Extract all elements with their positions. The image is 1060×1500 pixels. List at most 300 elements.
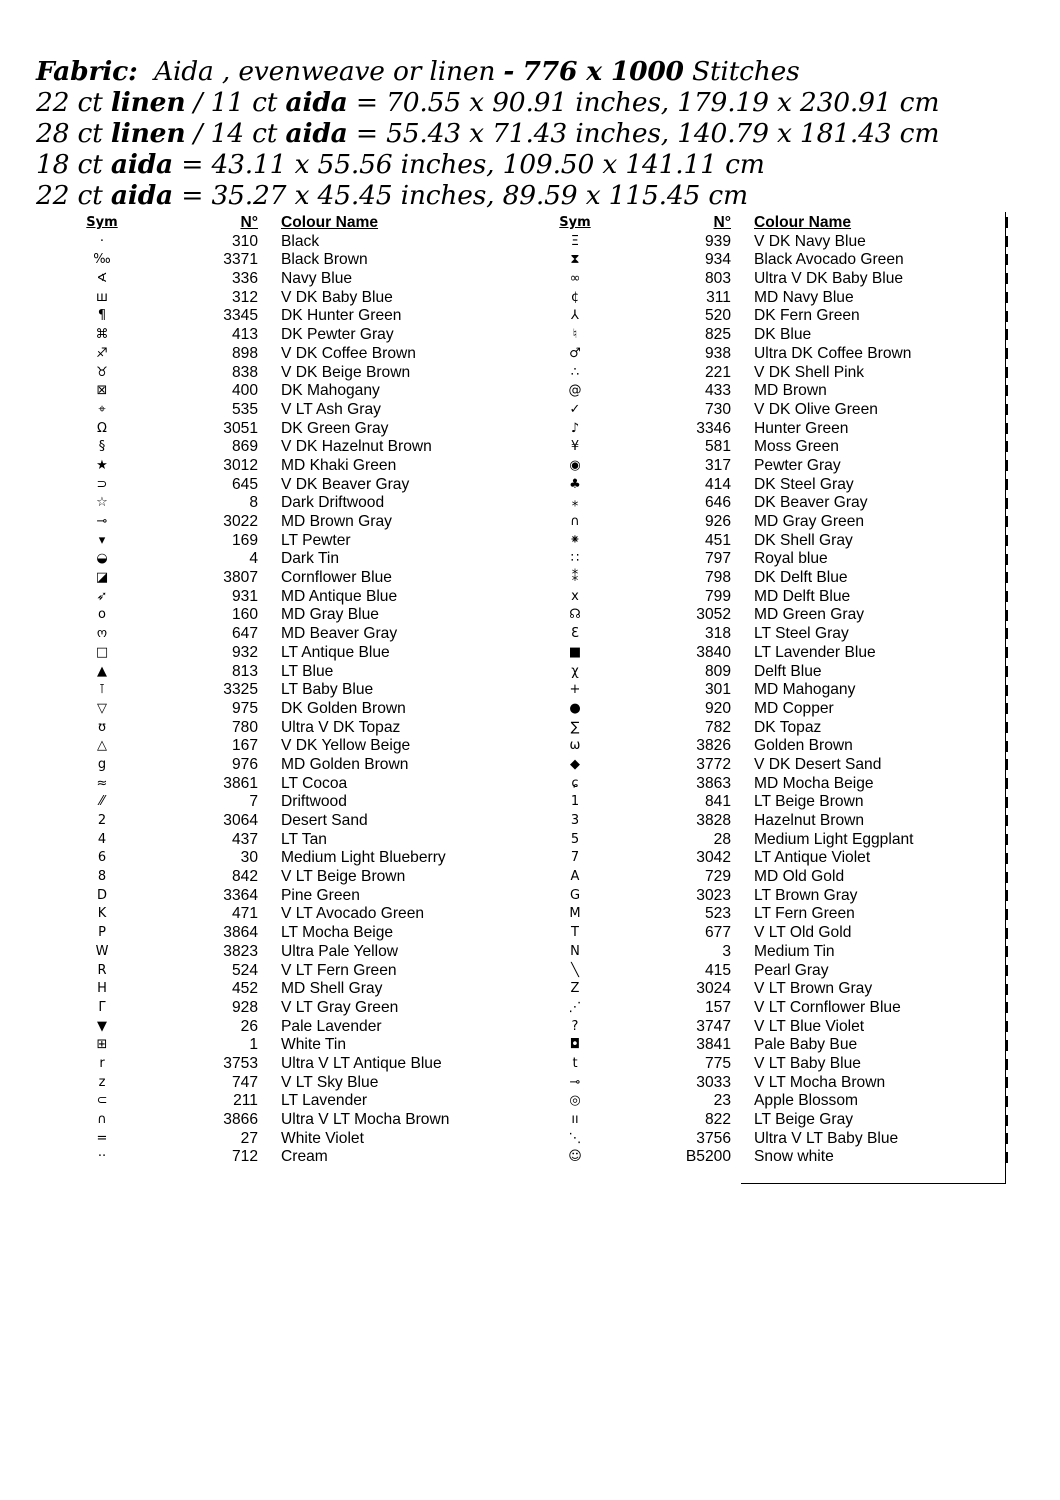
table-row [70, 663, 540, 682]
table-row [543, 849, 1013, 868]
colour-name-cell: LT Antique Blue [281, 643, 390, 661]
symbol-cell: ♐ [96, 345, 108, 361]
dmc-number-cell: 3033 [696, 1073, 731, 1091]
dmc-number-cell: 30 [240, 849, 258, 867]
colour-name-cell: DK Golden Brown [281, 699, 406, 717]
size-line [36, 118, 1036, 149]
table-row [543, 1130, 1013, 1149]
table-row [70, 943, 540, 962]
table-row [543, 681, 1013, 700]
table-row [70, 307, 540, 326]
symbol-cell: ¶ [97, 308, 107, 324]
dmc-number-cell: 433 [704, 382, 731, 400]
table-row [543, 550, 1013, 569]
symbol-cell: ¥ [570, 439, 580, 455]
border-tick [1006, 815, 1008, 826]
colour-name-cell: V DK Beige Brown [281, 363, 411, 381]
symbol-cell: ⁕ [569, 532, 581, 548]
colour-name-cell: V DK Hazelnut Brown [281, 438, 432, 456]
symbol-cell: △ [97, 738, 107, 754]
table-row [70, 588, 540, 607]
size-slash: / [193, 87, 203, 118]
size-line [36, 180, 1036, 211]
table-row [70, 849, 540, 868]
table-row [543, 606, 1013, 625]
symbol-cell: x [571, 588, 579, 604]
colour-name-cell: Dark Driftwood [281, 494, 385, 512]
colour-name-cell: MD Gray Green [754, 513, 865, 530]
table-row [543, 980, 1013, 999]
symbol-cell: ▽ [97, 700, 107, 716]
symbol-cell: ∢ [96, 271, 108, 287]
table-row [543, 719, 1013, 738]
dmc-number-cell: 520 [704, 307, 731, 325]
table-row [70, 270, 540, 289]
colour-name-cell: Medium Light Eggplant [754, 830, 914, 848]
symbol-cell: ∞ [569, 271, 581, 287]
symbol-cell: P [98, 925, 106, 941]
dmc-number-cell: 3364 [223, 886, 258, 904]
table-row [543, 1111, 1013, 1130]
border-tick [1006, 946, 1008, 957]
table-row [543, 905, 1013, 924]
border-tick [1006, 928, 1008, 939]
table-row [70, 420, 540, 439]
colour-name-cell: DK Hunter Green [281, 307, 402, 325]
table-row [70, 737, 540, 756]
table-row [543, 513, 1013, 532]
border-tick [1006, 591, 1008, 602]
symbol-cell: ✓ [569, 401, 581, 417]
dmc-number-cell: 747 [231, 1073, 258, 1091]
symbol-cell: ● [569, 700, 581, 716]
border-tick [1006, 890, 1008, 901]
colour-name-cell: V LT Blue Violet [754, 1017, 865, 1035]
table-row [543, 812, 1013, 831]
table-row [70, 438, 540, 457]
table-row [70, 868, 540, 887]
symbol-cell: 7 [570, 850, 580, 866]
dmc-number-cell: B5200 [685, 1148, 731, 1166]
colour-name-cell: DK Delft Blue [754, 569, 848, 587]
colour-name-cell: Dark Tin [281, 550, 340, 568]
dmc-number-cell: 647 [231, 625, 258, 643]
dmc-number-cell: 3022 [223, 513, 258, 530]
symbol-cell: K [97, 906, 107, 922]
colour-name-cell: DK Beaver Gray [754, 494, 868, 512]
dmc-number-cell: 3052 [696, 606, 731, 624]
dmc-number-cell: 317 [704, 456, 731, 474]
symbol-cell: ? [571, 1018, 579, 1034]
symbol-cell: ➶ [96, 588, 108, 604]
symbol-cell: ⋰ [568, 999, 582, 1015]
dmc-number-cell: 211 [233, 1092, 258, 1110]
table-row [70, 681, 540, 700]
size-count: 28 ct [36, 118, 103, 149]
colour-name-cell: LT Antique Violet [754, 849, 871, 867]
colour-name-cell: MD Navy Blue [754, 288, 854, 306]
border-tick [1006, 273, 1008, 284]
symbol-cell: ◒ [96, 551, 108, 567]
border-tick [1006, 385, 1008, 396]
border-tick [1006, 1021, 1008, 1032]
symbol-cell: ▼ [97, 1018, 107, 1034]
symbol-cell: ∑ [570, 719, 580, 735]
dmc-number-cell: 934 [704, 251, 731, 269]
dmc-number-cell: 3840 [696, 643, 731, 661]
colour-name-cell: V DK Desert Sand [754, 755, 882, 773]
symbol-cell: H [97, 981, 107, 997]
colour-name-cell: MD Shell Gray [281, 980, 383, 998]
table-row [543, 793, 1013, 812]
symbol-cell: D [96, 887, 107, 903]
border-tick [1006, 797, 1008, 808]
table-row [70, 700, 540, 719]
table-row [70, 550, 540, 569]
symbol-cell: ♂ [569, 345, 581, 361]
dmc-number-cell: 841 [704, 793, 731, 811]
table-header [543, 214, 1013, 233]
fabric-line [36, 56, 1036, 87]
colour-name-cell: V DK Baby Blue [281, 288, 393, 306]
colour-name-cell: DK Green Gray [281, 419, 389, 437]
symbol-cell: o [98, 607, 106, 623]
border-tick [1006, 311, 1008, 322]
symbol-cell: G [569, 887, 581, 903]
border-tick [1006, 759, 1008, 770]
size-fabric: aida [110, 149, 174, 180]
size-fabric: linen [110, 118, 186, 149]
dmc-number-cell: 3346 [696, 419, 731, 437]
table-row [543, 494, 1013, 513]
size-line [36, 149, 1036, 180]
border-tick [1006, 610, 1008, 621]
dmc-number-cell: 3747 [696, 1017, 731, 1035]
colour-name-cell: Driftwood [281, 793, 347, 811]
dmc-number-cell: 167 [231, 737, 258, 755]
symbol-cell: ⁎ [571, 495, 579, 511]
dmc-number-cell: 7 [249, 793, 258, 811]
border-tick [1006, 441, 1008, 452]
border-tick [1006, 1115, 1008, 1126]
symbol-cell: ◉ [569, 457, 581, 473]
table-row [70, 251, 540, 270]
symbol-cell: t [572, 1055, 578, 1071]
symbol-cell: = [96, 1130, 108, 1146]
dmc-number-cell: 932 [231, 643, 258, 661]
colour-name-cell: Ultra V LT Antique Blue [281, 1054, 442, 1072]
dmc-number-cell: 169 [231, 531, 258, 549]
dmc-number-cell: 3772 [696, 755, 731, 773]
table-row [70, 513, 540, 532]
size-line [36, 87, 1036, 118]
symbol-cell: ⧗ [570, 252, 580, 268]
size-count: 11 ct [210, 87, 278, 118]
colour-name-cell: DK Steel Gray [754, 475, 854, 493]
colour-name-cell: MD Brown [754, 382, 827, 400]
table-row [543, 775, 1013, 794]
table-row [70, 1074, 540, 1093]
dmc-number-cell: 730 [704, 400, 731, 418]
table-row [543, 532, 1013, 551]
border-tick [1006, 516, 1008, 527]
table-row [70, 1130, 540, 1149]
dmc-number-cell: 3024 [696, 980, 731, 998]
colour-name-cell: DK Pewter Gray [281, 326, 394, 344]
table-row [543, 569, 1013, 588]
dmc-number-cell: 813 [231, 662, 258, 680]
colour-name-cell: Ultra V LT Baby Blue [754, 1129, 899, 1147]
border-tick [1006, 572, 1008, 583]
colour-name-cell: V LT Old Gold [754, 924, 852, 942]
colour-name-cell: Moss Green [754, 438, 839, 456]
colour-name-cell: MD Golden Brown [281, 755, 409, 773]
colour-name-cell: MD Mocha Beige [754, 774, 874, 792]
dmc-number-cell: 3064 [223, 812, 258, 829]
symbol-cell: ◪ [95, 570, 109, 586]
size-count: 18 ct [36, 149, 103, 180]
size-slash: / [193, 118, 203, 149]
dmc-number-cell: 451 [704, 531, 731, 549]
table-row [70, 1092, 540, 1111]
dmc-number-cell: 318 [704, 625, 731, 643]
dmc-number-cell: 27 [240, 1129, 258, 1147]
symbol-cell: ⊸ [569, 1074, 581, 1090]
table-row [70, 289, 540, 308]
symbol-cell: Ω [97, 420, 107, 436]
symbol-cell: ⊃ [96, 476, 108, 492]
thread-table-left [70, 214, 540, 1167]
colour-name-cell: V LT Baby Blue [754, 1054, 861, 1072]
number-header: N° [240, 214, 258, 231]
dmc-number-cell: 645 [231, 475, 258, 493]
symbol-cell: ∩ [570, 514, 580, 529]
size-fabric: linen [110, 87, 186, 118]
fabric-label: Fabric: [36, 56, 138, 87]
dmc-number-cell: 3826 [696, 737, 731, 755]
colour-name-cell: Ultra V LT Mocha Brown [281, 1111, 450, 1128]
colour-name-header: Colour Name [281, 214, 379, 231]
stitches-word: Stitches [692, 56, 800, 87]
table-row [543, 364, 1013, 383]
symbol-cell: Ξ [570, 233, 580, 249]
colour-name-cell: DK Shell Gray [754, 531, 853, 549]
colour-name-cell: V DK Beaver Gray [281, 475, 410, 493]
colour-name-cell: Ultra V DK Topaz [281, 718, 401, 736]
symbol-cell: ¢ [570, 289, 580, 305]
symbol-cell: ♉ [96, 364, 108, 380]
symbol-cell: ∴ [570, 364, 580, 380]
table-row [70, 644, 540, 663]
table-row [543, 307, 1013, 326]
colour-name-cell: Navy Blue [281, 270, 353, 288]
dmc-number-cell: 803 [704, 270, 731, 288]
colour-name-cell: Pewter Gray [754, 456, 841, 474]
colour-name-cell: LT Lavender Blue [754, 643, 876, 661]
symbol-cell: Ɛ [571, 626, 579, 642]
dmc-number-cell: 8 [249, 494, 258, 512]
colour-name-cell: MD Green Gray [754, 606, 865, 624]
dmc-number-cell: 775 [704, 1054, 731, 1072]
colour-name-cell: LT Blue [281, 662, 334, 680]
table-row [70, 999, 540, 1018]
colour-name-cell: Golden Brown [754, 737, 853, 755]
symbol-cell: ⋱ [568, 1130, 582, 1146]
dmc-number-cell: 898 [231, 344, 258, 362]
dmc-number-cell: 437 [231, 830, 258, 848]
border-tick [1006, 423, 1008, 434]
dmc-number-cell: 3828 [696, 812, 731, 829]
table-row [70, 719, 540, 738]
table-row [70, 532, 540, 551]
symbol-cell: ♣ [569, 476, 581, 492]
border-tick [1006, 1040, 1008, 1051]
symbol-cell: · [99, 233, 105, 249]
colour-name-cell: Hazelnut Brown [754, 812, 865, 829]
symbol-cell: 5 [570, 831, 580, 847]
table-row [543, 700, 1013, 719]
dmc-number-cell: 869 [231, 438, 258, 456]
dmc-number-cell: 782 [704, 718, 731, 736]
dmc-number-cell: 414 [704, 475, 731, 493]
table-row [70, 494, 540, 513]
table-row [70, 233, 540, 252]
colour-name-cell: White Tin [281, 1036, 346, 1054]
table-row [70, 831, 540, 850]
symbol-cell: ■ [568, 644, 582, 660]
colour-name-cell: Black Avocado Green [754, 251, 904, 269]
symbol-cell: 8 [97, 869, 107, 885]
symbol-cell: r [99, 1055, 105, 1071]
dmc-number-cell: 4 [249, 550, 258, 568]
colour-name-cell: White Violet [281, 1129, 364, 1147]
size-dimensions: = 70.55 x 90.91 inches, 179.19 x 230.91 cm [355, 87, 940, 118]
dmc-number-cell: 581 [704, 438, 731, 456]
symbol-cell: ⁑ [571, 570, 579, 586]
table-row [543, 476, 1013, 495]
colour-name-cell: DK Topaz [754, 718, 822, 736]
size-count: 22 ct [36, 87, 103, 118]
thread-table-right [543, 214, 1013, 1167]
symbol-cell: ⊺ [98, 682, 106, 698]
table-row [543, 1036, 1013, 1055]
dmc-number-cell: 3753 [223, 1054, 258, 1072]
table-row [543, 737, 1013, 756]
symbol-cell: A [570, 869, 580, 885]
table-row [70, 401, 540, 420]
symbol-cell: ≈ [96, 775, 108, 791]
colour-name-cell: Apple Blossom [754, 1092, 859, 1110]
colour-name-cell: V DK Olive Green [754, 400, 878, 418]
dmc-number-cell: 3823 [223, 942, 258, 960]
colour-name-cell: Ultra Pale Yellow [281, 942, 399, 960]
symbol-cell: ∷ [570, 551, 580, 567]
dmc-number-cell: 3325 [223, 681, 258, 699]
symbol-cell: ∩ [97, 1112, 107, 1127]
stitch-count: 776 x 1000 [522, 56, 684, 87]
colour-name-cell: DK Blue [754, 326, 812, 344]
table-border-bottom [741, 1183, 1006, 1184]
colour-name-cell: Cream [281, 1148, 328, 1166]
dmc-number-cell: 780 [231, 718, 258, 736]
symbol-cell: ☺ [568, 1149, 582, 1165]
symbol-cell: ш [96, 289, 108, 305]
table-row [543, 1148, 1013, 1167]
symbol-cell: ⊠ [96, 383, 108, 399]
symbol-cell: g [97, 756, 107, 772]
table-row [543, 1055, 1013, 1074]
colour-name-cell: Desert Sand [281, 812, 368, 829]
dmc-number-cell: 3863 [696, 774, 731, 792]
border-tick [1006, 722, 1008, 733]
size-dimensions: = 43.11 x 55.56 inches, 109.50 x 141.11 cm [181, 149, 765, 180]
table-row [70, 793, 540, 812]
symbol-cell: ◘ [569, 1037, 581, 1053]
colour-name-cell: Snow white [754, 1148, 834, 1166]
colour-name-cell: Medium Tin [754, 942, 835, 960]
symbol-cell: § [98, 439, 106, 455]
table-row [543, 382, 1013, 401]
symbol-cell: ★ [96, 457, 108, 473]
dmc-number-cell: 400 [231, 382, 258, 400]
colour-name-cell: V LT Beige Brown [281, 868, 406, 886]
table-row [70, 1148, 540, 1167]
border-tick [1006, 1077, 1008, 1088]
colour-name-cell: Royal blue [754, 550, 828, 568]
symbol-cell: □ [95, 644, 109, 660]
colour-name-cell: LT Tan [281, 830, 327, 848]
dmc-number-cell: 312 [231, 288, 258, 306]
colour-name-cell: V LT Ash Gray [281, 400, 381, 418]
colour-name-cell: V LT Gray Green [281, 998, 399, 1016]
colour-name-cell: Cornflower Blue [281, 569, 392, 587]
table-row [543, 345, 1013, 364]
border-tick [1006, 404, 1008, 415]
symbol-cell: ▲ [97, 663, 107, 679]
symbol-cell: ო [96, 626, 108, 642]
colour-name-cell: Medium Light Blueberry [281, 849, 446, 867]
border-tick [1006, 554, 1008, 565]
dmc-number-cell: 976 [231, 755, 258, 773]
colour-name-cell: V LT Mocha Brown [754, 1073, 886, 1091]
size-fabric: aida [285, 118, 348, 149]
dmc-number-cell: 3051 [223, 419, 258, 437]
table-row [543, 457, 1013, 476]
dmc-number-cell: 221 [704, 363, 731, 381]
symbol-cell: χ [571, 663, 579, 679]
table-row [70, 1055, 540, 1074]
colour-name-cell: MD Copper [754, 699, 834, 717]
colour-name-cell: LT Beige Brown [754, 793, 864, 811]
table-row [543, 868, 1013, 887]
number-header: N° [713, 214, 731, 231]
dmc-number-cell: 646 [704, 494, 731, 512]
border-tick [1006, 535, 1008, 546]
table-row [543, 887, 1013, 906]
table-row [543, 270, 1013, 289]
dmc-number-cell: 28 [713, 830, 731, 848]
symbol-cell: ⊸ [96, 514, 108, 529]
dmc-number-cell: 3864 [223, 924, 258, 942]
border-tick [1006, 367, 1008, 378]
symbol-cell: ☊ [569, 607, 581, 623]
dmc-number-cell: 3042 [696, 849, 731, 867]
symbol-cell: ⊂ [96, 1093, 108, 1109]
symbol-cell: ·· [97, 1149, 107, 1165]
dmc-number-cell: 3866 [223, 1111, 258, 1128]
dmc-number-cell: 157 [704, 998, 731, 1016]
colour-name-cell: V DK Yellow Beige [281, 737, 411, 755]
